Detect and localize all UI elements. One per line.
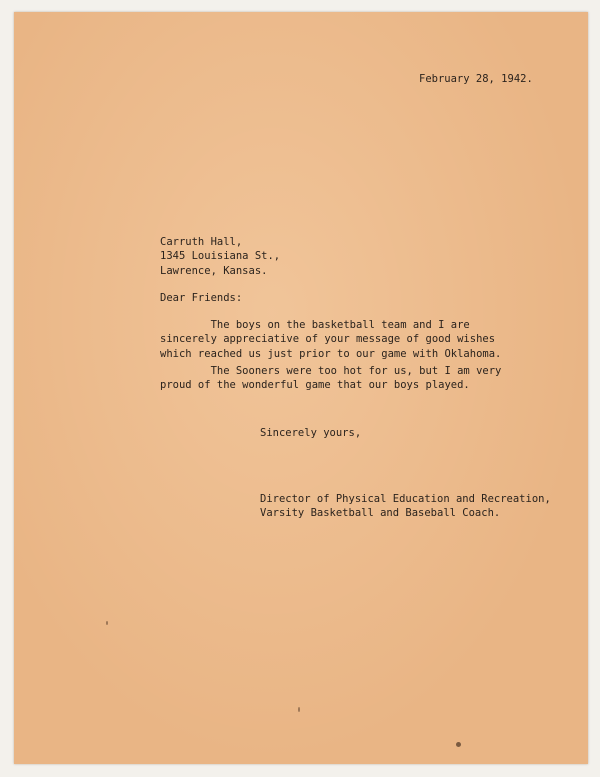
closing: Sincerely yours, <box>260 427 362 439</box>
body-line: which reached us just prior to our game with Oklahoma. <box>160 347 502 360</box>
signature-block <box>260 492 551 521</box>
paper-speck <box>456 742 461 747</box>
body-line: proud of the wonderful game that our boys played. <box>160 379 470 392</box>
letter-date: February 28, 1942. <box>419 73 533 85</box>
body-paragraph-1 <box>160 318 501 361</box>
address-line: 1345 Louisiana St., <box>160 250 281 263</box>
body-paragraph-2 <box>160 364 501 393</box>
address-line: Lawrence, Kansas. <box>160 264 268 277</box>
body-line: sincerely appreciative of your message of good wishes <box>160 333 496 346</box>
address-line: Carruth Hall, <box>160 236 243 248</box>
signature-line: Varsity Basketball and Baseball Coach. <box>260 507 501 520</box>
letter-page <box>14 12 588 764</box>
body-line: The Sooners were too hot for us, but I am very <box>160 365 502 377</box>
recipient-address <box>160 235 280 278</box>
body-line: The boys on the basketball team and I are <box>160 319 470 331</box>
paper-speck <box>298 707 300 712</box>
salutation: Dear Friends: <box>160 292 243 304</box>
paper-speck <box>106 621 108 625</box>
signature-line: Director of Physical Education and Recreation, <box>260 493 551 505</box>
